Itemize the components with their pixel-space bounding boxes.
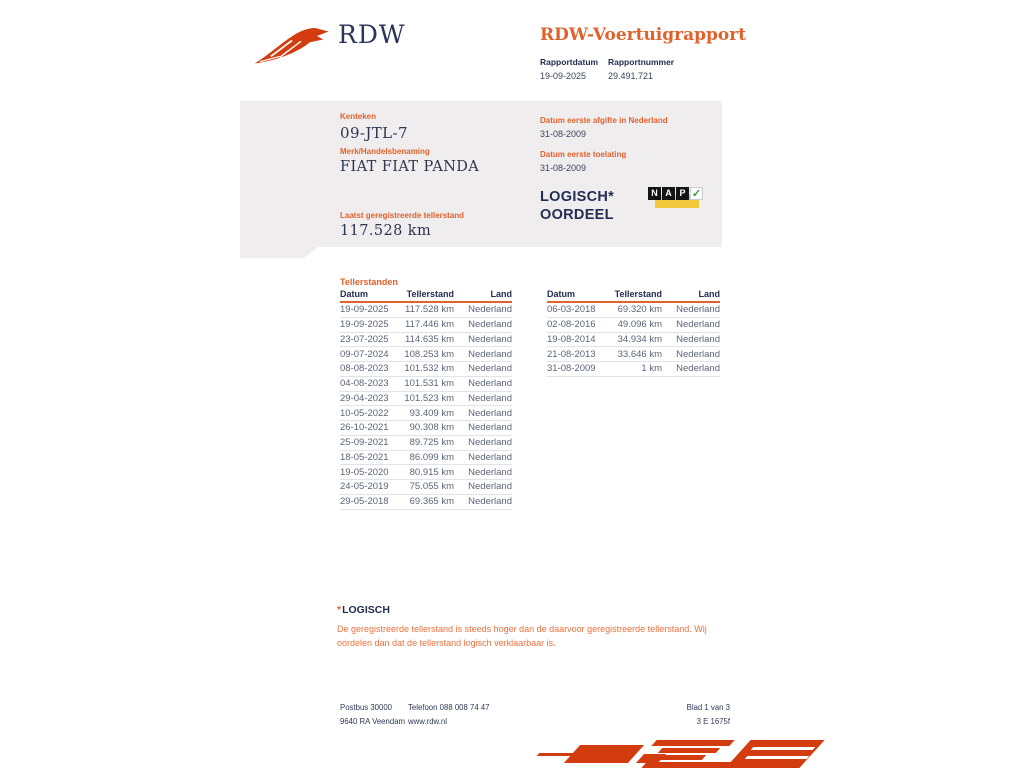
nap-letter-n: N — [648, 187, 661, 200]
tellerstanden-table-left — [340, 290, 512, 510]
nap-logo — [648, 187, 700, 211]
table-row — [547, 333, 720, 348]
report-date-block — [540, 57, 598, 81]
datum-cell: 18-05-2021 — [340, 451, 389, 463]
datum-cell: 29-04-2023 — [340, 392, 389, 404]
datum-cell: 06-03-2018 — [547, 304, 596, 316]
footer-page-number: Blad 1 van 3 — [686, 703, 730, 712]
datum-cell: 04-08-2023 — [340, 378, 389, 390]
footer-contact — [408, 701, 490, 729]
tellerstand-cell: 101.532 km — [404, 363, 454, 375]
tellerstand-cell: 108.253 km — [404, 348, 454, 360]
eerste-afgifte-value: 31-08-2009 — [540, 129, 587, 139]
datum-cell: 19-05-2020 — [340, 466, 389, 478]
table-row — [340, 377, 512, 392]
tellerstand-cell: 49.096 km — [617, 319, 662, 331]
land-cell: Nederland — [468, 333, 512, 345]
tellerstand-cell: 69.320 km — [617, 304, 662, 316]
tellerstand-cell: 101.523 km — [404, 392, 454, 404]
tellerstand-cell: 117.528 km — [405, 304, 454, 316]
footer-form-code: 3 E 1675f — [696, 717, 730, 726]
column-header-land: Land — [698, 289, 720, 299]
tellerstanden-section-title: Tellerstanden — [340, 277, 398, 287]
laatste-tellerstand-value: 117.528 km — [340, 223, 432, 239]
land-cell: Nederland — [468, 319, 512, 331]
rdw-logo-text: RDW — [338, 20, 406, 49]
table-row — [340, 303, 512, 318]
footer-address — [340, 701, 405, 729]
column-header-tellerstand: Tellerstand — [406, 289, 454, 299]
report-title: RDW-Voertuigrapport — [540, 25, 747, 45]
table-row — [340, 333, 512, 348]
tellerstand-cell: 93.409 km — [409, 407, 454, 419]
land-cell: Nederland — [468, 422, 512, 434]
report-number-value: 29.491.721 — [608, 71, 654, 81]
oordeel-text — [540, 188, 614, 224]
tellerstand-cell: 90.308 km — [409, 422, 454, 434]
datum-cell: 08-08-2023 — [340, 363, 389, 375]
laatste-tellerstand-label: Laatst geregistreerde tellerstand — [340, 211, 465, 220]
footnote-title — [337, 604, 732, 616]
datum-cell: 24-05-2019 — [340, 481, 389, 493]
land-cell: Nederland — [468, 407, 512, 419]
panel-corner-tab — [240, 247, 318, 258]
land-cell: Nederland — [468, 481, 512, 493]
report-number-block — [608, 57, 674, 81]
table-body — [547, 303, 720, 377]
column-header-datum: Datum — [547, 289, 576, 299]
eerste-toelating-value: 31-08-2009 — [540, 163, 587, 173]
table-row — [340, 451, 512, 466]
table-row — [340, 362, 512, 377]
tellerstand-cell: 75.055 km — [409, 481, 454, 493]
tellerstand-cell: 114.635 km — [405, 333, 454, 345]
report-date-label: Rapportdatum — [540, 57, 599, 67]
logisch-footnote — [337, 604, 732, 650]
rdw-wing-graphic — [540, 740, 812, 768]
footnote-title-text: LOGISCH — [342, 604, 390, 616]
footnote-text: De geregistreerde tellerstand is steeds hoger dan de daarvoor geregistreerde tellerstand. Wij oordelen dan dat de tellerstand logisch verklaarbaar is. — [337, 624, 707, 648]
oordeel-line1: LOGISCH* — [540, 189, 615, 205]
table-header-row — [547, 290, 720, 303]
datum-cell: 09-07-2024 — [340, 348, 389, 360]
merk-value: FIAT FIAT PANDA — [340, 159, 480, 175]
kenteken-label: Kenteken — [340, 112, 377, 121]
land-cell: Nederland — [676, 319, 720, 331]
table-row — [340, 421, 512, 436]
nap-checkmark-icon: ✓ — [691, 188, 702, 200]
table-row — [340, 480, 512, 495]
tellerstand-cell: 34.934 km — [617, 333, 662, 345]
datum-cell: 19-09-2025 — [340, 319, 389, 331]
merk-label: Merk/Handelsbenaming — [340, 147, 430, 156]
eerste-toelating-label: Datum eerste toelating — [540, 150, 627, 159]
datum-cell: 25-09-2021 — [340, 437, 389, 449]
table-header-row — [340, 290, 512, 303]
tellerstand-cell: 117.446 km — [405, 319, 454, 331]
datum-cell: 23-07-2025 — [340, 333, 389, 345]
datum-cell: 19-09-2025 — [340, 304, 389, 316]
table-row — [340, 392, 512, 407]
footer-city: 9640 RA Veendam — [340, 717, 406, 726]
tellerstand-cell: 69.365 km — [409, 496, 454, 508]
land-cell: Nederland — [676, 333, 720, 345]
vehicle-summary-panel — [240, 101, 722, 247]
tellerstand-cell: 33.646 km — [617, 348, 662, 360]
nap-letter-p: P — [676, 187, 689, 200]
table-row — [340, 347, 512, 362]
land-cell: Nederland — [468, 378, 512, 390]
table-row — [340, 436, 512, 451]
land-cell: Nederland — [468, 466, 512, 478]
table-row — [340, 495, 512, 510]
footer-pagination — [687, 701, 730, 729]
nap-letter-a: A — [662, 187, 675, 200]
datum-cell: 19-08-2014 — [547, 333, 596, 345]
datum-cell: 10-05-2022 — [340, 407, 389, 419]
datum-cell: 26-10-2021 — [340, 422, 389, 434]
oordeel-line2: OORDEEL — [540, 207, 614, 223]
rdw-bird-logo-icon — [253, 20, 333, 68]
datum-cell: 29-05-2018 — [340, 496, 389, 508]
land-cell: Nederland — [468, 451, 512, 463]
table-row — [547, 318, 720, 333]
tellerstand-cell: 89.725 km — [409, 437, 454, 449]
table-body — [340, 303, 512, 510]
kenteken-value: 09-JTL-7 — [340, 124, 408, 142]
land-cell: Nederland — [468, 437, 512, 449]
table-row — [340, 406, 512, 421]
land-cell: Nederland — [676, 348, 720, 360]
land-cell: Nederland — [468, 304, 512, 316]
datum-cell: 21-08-2013 — [547, 348, 596, 360]
column-header-datum: Datum — [340, 289, 369, 299]
table-row — [340, 465, 512, 480]
report-date-value: 19-09-2025 — [540, 71, 587, 81]
column-header-land: Land — [490, 289, 512, 299]
column-header-tellerstand: Tellerstand — [614, 289, 662, 299]
land-cell: Nederland — [468, 496, 512, 508]
table-row — [340, 318, 512, 333]
land-cell: Nederland — [676, 363, 720, 375]
land-cell: Nederland — [676, 304, 720, 316]
report-number-label: Rapportnummer — [608, 57, 675, 67]
footer-phone: Telefoon 088 008 74 47 — [408, 703, 490, 712]
land-cell: Nederland — [468, 392, 512, 404]
eerste-afgifte-label: Datum eerste afgifte in Nederland — [540, 116, 668, 125]
tellerstand-cell: 86.099 km — [409, 451, 454, 463]
tellerstand-cell: 101.531 km — [404, 378, 454, 390]
land-cell: Nederland — [468, 348, 512, 360]
footer-website-link[interactable]: www.rdw.nl — [408, 717, 447, 726]
table-row — [547, 303, 720, 318]
table-row — [547, 362, 720, 377]
datum-cell: 31-08-2009 — [547, 363, 596, 375]
tellerstand-cell: 1 km — [641, 363, 662, 375]
datum-cell: 02-08-2016 — [547, 319, 596, 331]
footnote-asterisk: * — [337, 604, 342, 616]
tellerstanden-table-right — [547, 290, 720, 377]
tellerstand-cell: 80.915 km — [409, 466, 454, 478]
footer-postbus: Postbus 30000 — [340, 703, 393, 712]
table-row — [547, 347, 720, 362]
land-cell: Nederland — [468, 363, 512, 375]
